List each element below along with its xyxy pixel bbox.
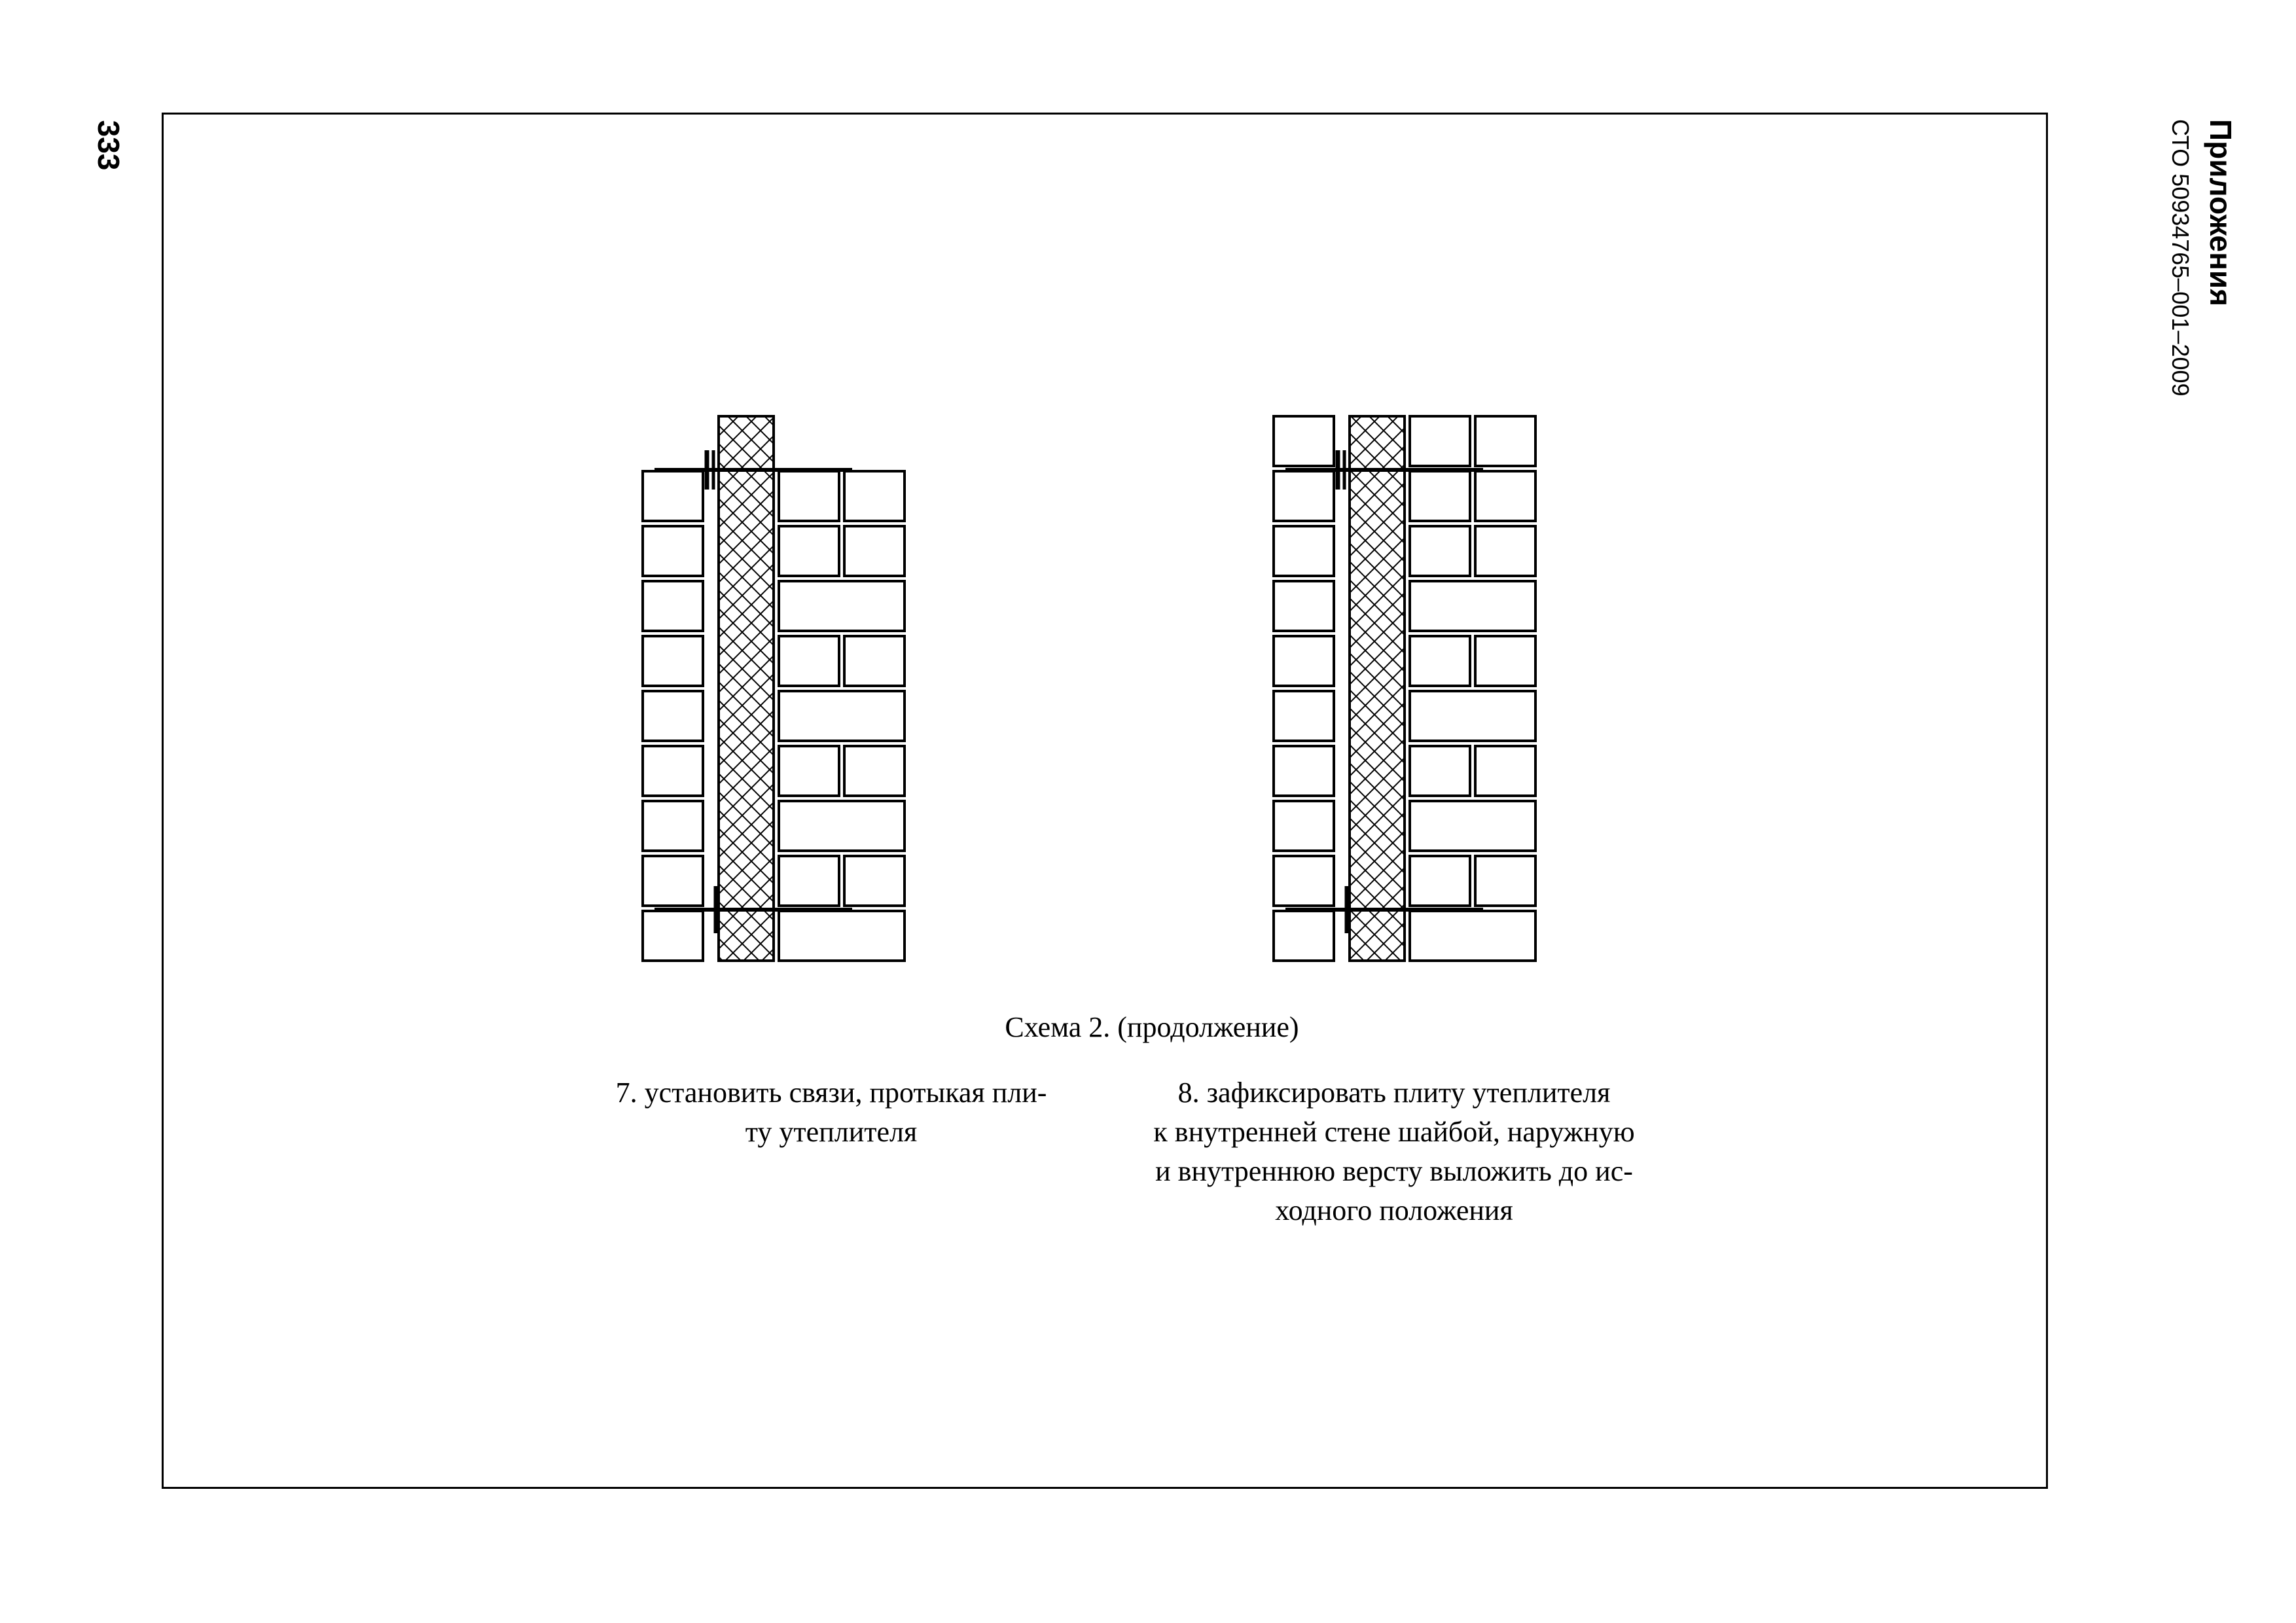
inner-brick — [1475, 416, 1535, 466]
inner-brick — [1410, 801, 1535, 851]
inner-brick — [1410, 471, 1470, 521]
step-7-text: 7. установить связи, протыкая пли- ту утеплителя — [615, 1077, 1047, 1148]
inner-brick — [779, 911, 905, 961]
inner-brick — [1410, 416, 1470, 466]
inner-brick — [844, 856, 905, 906]
section-title: Приложения — [2204, 119, 2238, 307]
inner-brick — [1410, 746, 1470, 796]
inner-brick — [779, 746, 839, 796]
insulation-slab — [1350, 416, 1405, 961]
outer-brick — [1274, 746, 1334, 796]
outer-brick — [643, 636, 703, 686]
inner-brick — [779, 801, 905, 851]
outer-brick — [643, 746, 703, 796]
outer-brick — [643, 526, 703, 576]
inner-brick — [1475, 746, 1535, 796]
inner-brick — [1475, 636, 1535, 686]
inner-brick — [844, 636, 905, 686]
inner-brick — [1410, 526, 1470, 576]
inner-brick — [1410, 636, 1470, 686]
outer-brick — [643, 691, 703, 741]
document-code: СТО 50934765–001–2009 — [2167, 119, 2194, 397]
inner-brick — [1475, 526, 1535, 576]
inner-brick — [1475, 856, 1535, 906]
outer-brick — [1274, 581, 1334, 631]
inner-brick — [779, 581, 905, 631]
step-8-text: 8. зафиксировать плиту утеплителя к внутренней стене шайбой, наружную и внутреннюю версту выложить до ис- ходного положения — [1153, 1077, 1635, 1226]
outer-brick — [643, 801, 703, 851]
outer-brick — [1274, 636, 1334, 686]
outer-brick — [1274, 691, 1334, 741]
inner-brick — [1410, 691, 1535, 741]
outer-brick — [1274, 856, 1334, 906]
inner-brick — [1475, 471, 1535, 521]
inner-brick — [779, 856, 839, 906]
outer-brick — [1274, 416, 1334, 466]
outer-brick — [1274, 801, 1334, 851]
inner-brick — [844, 526, 905, 576]
inner-brick — [1410, 581, 1535, 631]
outer-brick — [1274, 471, 1334, 521]
inner-brick — [779, 636, 839, 686]
outer-brick — [1274, 911, 1334, 961]
outer-brick — [643, 581, 703, 631]
inner-brick — [779, 691, 905, 741]
inner-brick — [1410, 911, 1535, 961]
page-number: 333 — [92, 120, 126, 171]
insulation-slab — [719, 416, 774, 961]
diagram-step-7 — [643, 416, 905, 961]
diagram-step-8 — [1274, 416, 1535, 961]
inner-brick — [844, 471, 905, 521]
outer-brick — [643, 471, 703, 521]
inner-brick — [1410, 856, 1470, 906]
outer-brick — [1274, 526, 1334, 576]
inner-brick — [779, 526, 839, 576]
outer-brick — [643, 911, 703, 961]
figure-caption: Схема 2. (продолжение) — [1005, 1011, 1299, 1043]
inner-brick — [779, 471, 839, 521]
outer-brick — [643, 856, 703, 906]
inner-brick — [844, 746, 905, 796]
